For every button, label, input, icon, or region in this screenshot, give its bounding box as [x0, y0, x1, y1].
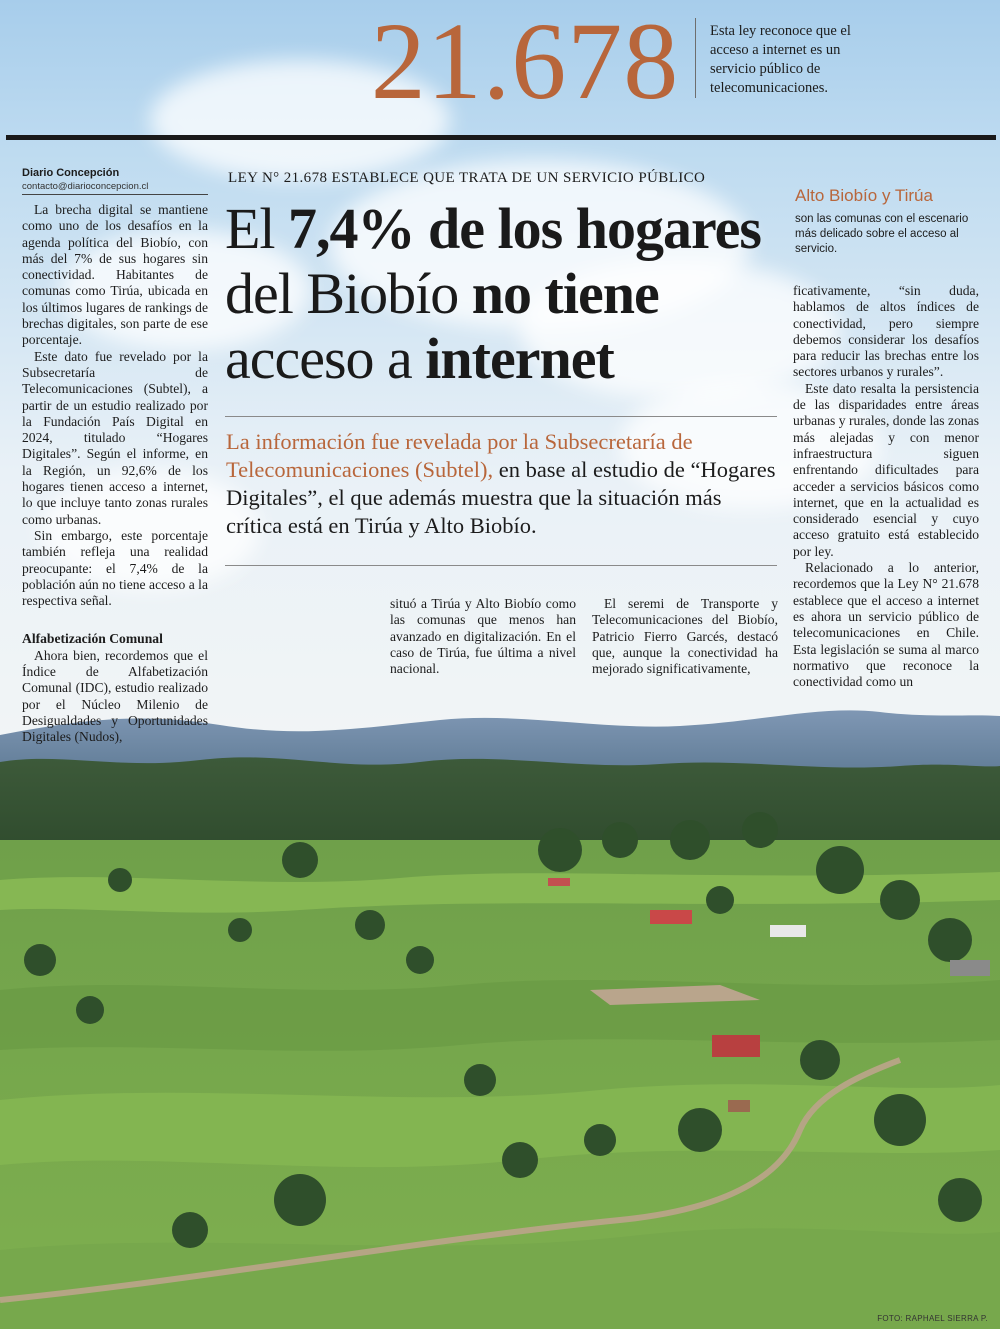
lead-paragraph [226, 428, 778, 540]
source-rule [22, 194, 208, 195]
banner-divider [695, 18, 696, 98]
source-email[interactable]: contacto@diarioconcepcion.cl [22, 181, 149, 192]
sidebar-title: Alto Biobío y Tirúa [795, 186, 933, 205]
paragraph: situó a Tirúa y Alto Biobío como las comunas que menos han avanzado en digitalización. En el caso de Tirúa, fue última a nivel nacional. [390, 596, 576, 677]
paragraph: El seremi de Transporte y Telecomunicaciones del Biobío, Patricio Fierro Garcés, destacó que, aunque la conectividad ha mejorado significativamente, [592, 596, 778, 677]
kicker: LEY N° 21.678 ESTABLECE QUE TRATA DE UN SERVICIO PÚBLICO [228, 170, 706, 186]
photo-credit: FOTO: RAPHAEL SIERRA P. [877, 1314, 988, 1323]
body-column-2 [390, 596, 576, 677]
body-column-3 [592, 596, 778, 677]
lead-bottom-rule [225, 565, 777, 566]
banner-note: Esta ley reconoce que el acceso a internet es un servicio público de telecomunicaciones. [710, 23, 851, 96]
headline: El 7,4% de los hogares del Biobío no tiene acceso a internet [225, 196, 761, 391]
sidebar-text: son las comunas con el escenario más delicado sobre el acceso al servicio. [795, 213, 969, 255]
law-number: 21.678 [370, 0, 680, 122]
paragraph: Sin embargo, este porcentaje también refleja una realidad preocupante: el 7,4% de la población aún no tiene acceso a la respectiva señal. [22, 527, 208, 609]
source-name: Diario Concepción [22, 167, 120, 179]
top-rule [6, 135, 996, 140]
lead-top-rule [225, 416, 777, 417]
body-column-4 [793, 283, 979, 690]
lead-rest: en base al estudio de “Hogares Digitales”, el que además muestra que la situación más crítica está en Tirúa y Alto Biobío. [226, 457, 776, 538]
paragraph: Este dato resalta la persistencia de las disparidades entre áreas urbanas y rurales, donde las zonas más alejadas y con menor infraestructura siguen enfrentando dificultades para acceder a servicios básicos como internet, que en la actualidad es considerado esencial y cuyo acceso gratuito está establecido por ley. [793, 380, 979, 559]
lead-accent: La información fue revelada por la Subsecretaría de Telecomunicaciones (Subtel), [226, 429, 693, 482]
subheading: Alfabetización Comunal [22, 631, 163, 647]
paragraph: Este dato fue revelado por la Subsecretaría de Telecomunicaciones (Subtel), a partir de un estudio realizado por la Fundación País Digital en 2024, titulado “Hogares Digitales”. Según el informe, en la Región, un 92,6% de los hogares tienen acceso a internet, lo que incluye tanto zonas rurales como urbanas. [22, 348, 208, 527]
paragraph: ficativamente, “sin duda, hablamos de altos índices de conectividad, pero siempre debemos considerar los desafíos para reducir las brechas entre los sectores urbanos y rurales”. [793, 283, 979, 380]
paragraph: Relacionado a lo anterior, recordemos que la Ley N° 21.678 establece que el acceso a internet es ahora un servicio público de telecomunicaciones en Chile. Esta legislación se suma al marco normativo que reconoce la conectividad como un [793, 560, 979, 690]
body-column-1 [22, 202, 208, 746]
paragraph: Ahora bien, recordemos que el Índice de Alfabetización Comunal (IDC), estudio realizado por el Núcleo Milenio de Desigualdades y Oportunidades Digitales (Nudos), [22, 647, 208, 745]
paragraph: La brecha digital se mantiene como uno de los desafíos en la agenda política del Biobío, con más del 7% de sus hogares sin conectividad. Habitantes de comunas como Tirúa, ubicada en los últimos lugares de rankings de brechas digitales, son parte de ese porcentaje. [22, 202, 208, 348]
